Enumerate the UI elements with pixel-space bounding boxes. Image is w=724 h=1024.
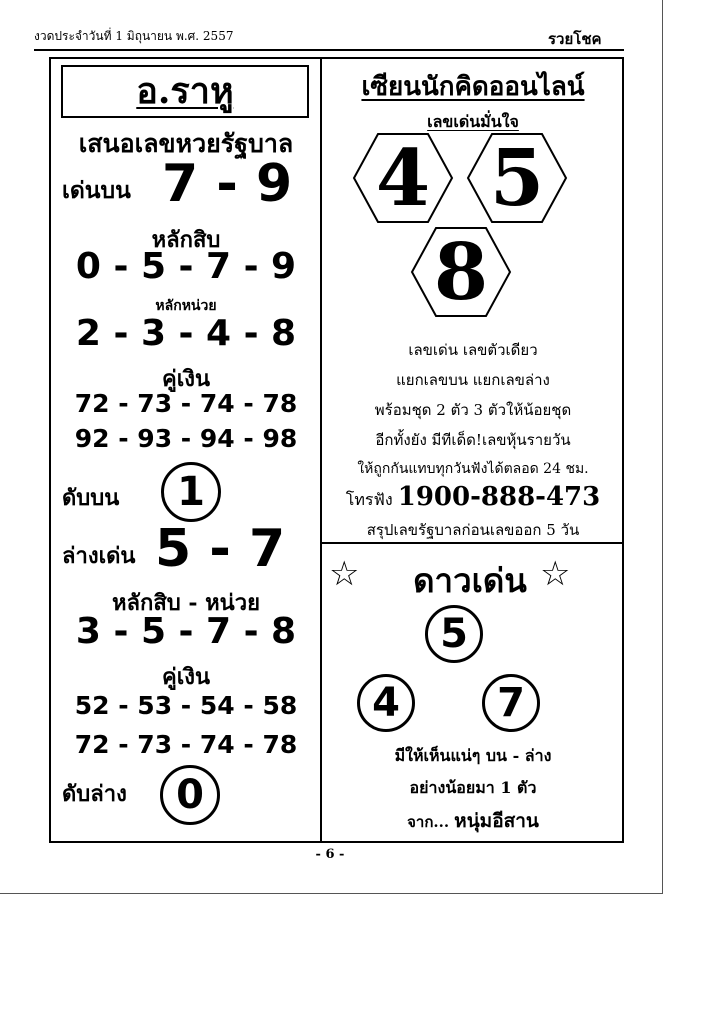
star-title: ดาวเด่น bbox=[413, 561, 527, 600]
star-line-2: อย่างน้อยมา 1 ตัว bbox=[409, 778, 537, 797]
phone-number: 1900-888-473 bbox=[397, 482, 601, 512]
phone-prefix: โทรฟัง bbox=[345, 490, 393, 509]
pair-label-1: คู่เงิน bbox=[161, 366, 211, 392]
tens-units-label: หลักสิบ - หน่วย bbox=[112, 590, 260, 616]
hex-digit-2-value: 5 bbox=[489, 132, 545, 224]
right-section-divider bbox=[322, 542, 624, 544]
right-subtitle: เลขเด่นมั่นใจ bbox=[427, 112, 519, 131]
top-numbers: 7 - 9 bbox=[162, 154, 293, 214]
units-label: หลักหน่วย bbox=[155, 298, 217, 314]
tens-numbers: 0 - 5 - 7 - 9 bbox=[75, 246, 297, 287]
phone-line bbox=[322, 482, 624, 513]
tens-label: หลักสิบ bbox=[151, 227, 221, 253]
tens-units-numbers: 3 - 5 - 7 - 8 bbox=[75, 611, 297, 652]
info-line-5: ให้ถูกกันแทบทุกวันฟังได้ตลอด 24 ชม. bbox=[357, 461, 589, 477]
left-subtitle: เสนอเลขหวยรัฐบาล bbox=[78, 129, 294, 158]
dub-top-label: ดับบน bbox=[62, 485, 120, 511]
hex-digit-3 bbox=[410, 226, 512, 318]
star-digit-2: 4 bbox=[357, 674, 415, 732]
issue-date: งวดประจำวันที่ 1 มิถุนายน พ.ศ. 2557 bbox=[34, 29, 234, 43]
top-label: เด่นบน bbox=[62, 177, 131, 204]
star-line-1: มีให้เห็นแน่ๆ บน - ล่าง bbox=[394, 746, 552, 765]
right-title: เซียนนักคิดออนไลน์ bbox=[361, 72, 585, 102]
summary-line: สรุปเลขรัฐบาลก่อนเลขออก 5 วัน bbox=[366, 521, 580, 539]
bottom-label: ล่างเด่น bbox=[62, 543, 136, 569]
star-icon-right: ☆ bbox=[540, 554, 571, 594]
pair-label-2: คู่เงิน bbox=[161, 664, 211, 690]
star-line-3 bbox=[322, 806, 624, 836]
hex-digit-1 bbox=[352, 132, 454, 224]
info-line-4: อีกทั้งยัง มีทีเด็ด!เลขหุ้นรายวัน bbox=[375, 431, 571, 449]
header-rule bbox=[34, 49, 624, 51]
dub-bottom-label: ดับล่าง bbox=[62, 781, 127, 807]
units-numbers: 2 - 3 - 4 - 8 bbox=[75, 313, 297, 354]
left-title: อ.ราหู bbox=[136, 70, 234, 112]
info-line-3: พร้อมชุด 2 ตัว 3 ตัวให้น้อยชุด bbox=[374, 401, 572, 419]
star-digit-1: 5 bbox=[425, 605, 483, 663]
hex-digit-3-value: 8 bbox=[433, 226, 489, 318]
hex-digit-2 bbox=[466, 132, 568, 224]
dub-bottom-digit: 0 bbox=[160, 765, 220, 825]
pair-row-1: 72 - 73 - 74 - 78 bbox=[74, 389, 298, 418]
publication-name: รวยโชค bbox=[548, 30, 602, 48]
pair-row-2: 92 - 93 - 94 - 98 bbox=[74, 424, 298, 453]
left-title-box bbox=[61, 65, 309, 118]
star-line-3-prefix: จาก... bbox=[407, 813, 450, 831]
page-number: - 6 - bbox=[315, 847, 345, 862]
star-line-3-name: หนุ่มอีสาน bbox=[454, 810, 539, 832]
dub-top-digit: 1 bbox=[161, 462, 221, 522]
info-line-1: เลขเด่น เลขตัวเดียว bbox=[408, 341, 538, 359]
pair-row-3: 52 - 53 - 54 - 58 bbox=[74, 691, 298, 720]
hex-digit-1-value: 4 bbox=[375, 132, 431, 224]
star-icon-left: ☆ bbox=[329, 554, 360, 594]
bottom-numbers: 5 - 7 bbox=[155, 519, 286, 579]
star-digit-3: 7 bbox=[482, 674, 540, 732]
pair-row-4: 72 - 73 - 74 - 78 bbox=[74, 730, 298, 759]
info-line-2: แยกเลขบน แยกเลขล่าง bbox=[396, 371, 550, 389]
